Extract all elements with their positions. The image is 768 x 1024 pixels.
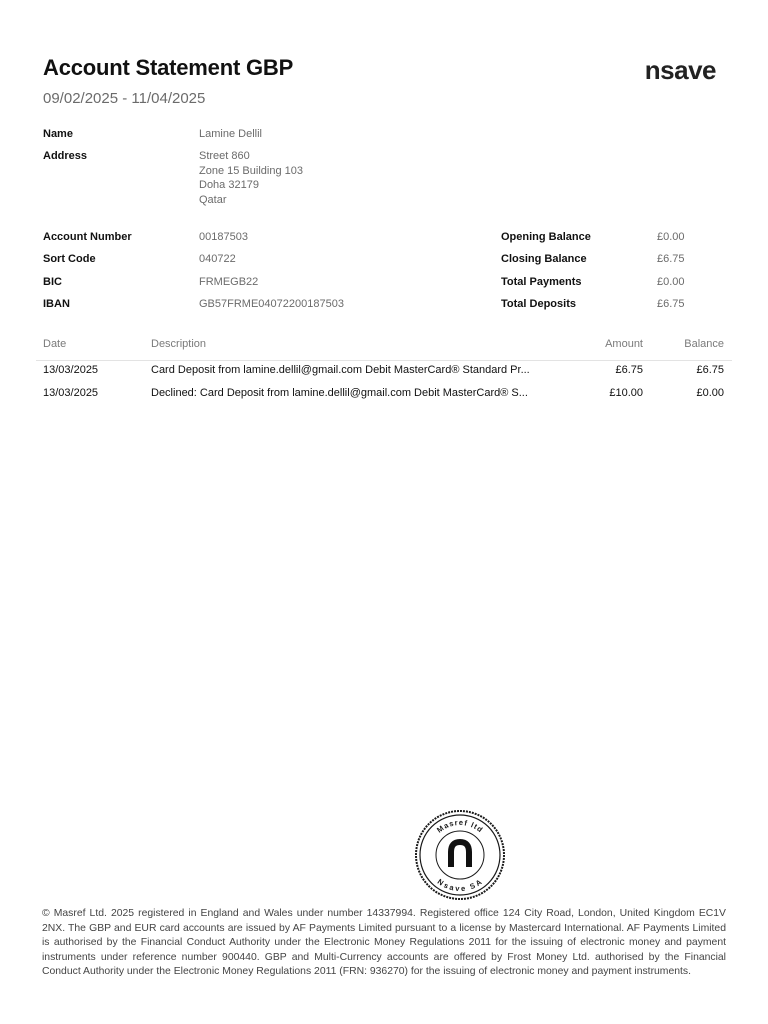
statement-title: Account Statement GBP [43, 55, 294, 80]
sort-code-value: 040722 [199, 253, 236, 265]
nsave-logo: nsave [644, 55, 716, 85]
header-balance: Balance [684, 338, 724, 350]
total-deposits-value: £6.75 [657, 298, 685, 310]
bic-label: BIC [43, 276, 62, 288]
opening-balance-value: £0.00 [657, 231, 685, 243]
address-line: Doha 32179 [199, 179, 259, 191]
row-balance: £6.75 [696, 364, 724, 376]
sort-code-label: Sort Code [43, 253, 96, 265]
address-label: Address [43, 150, 88, 162]
row-amount: £10.00 [609, 387, 643, 399]
row-balance: £0.00 [696, 387, 724, 399]
row-description: Declined: Card Deposit from lamine.dellil@gmail.com Debit MasterCard® S... [151, 387, 528, 399]
account-number-value: 00187503 [199, 231, 248, 243]
svg-text:Masref ltd [435, 818, 485, 835]
total-payments-label: Total Payments [501, 276, 582, 288]
legal-footer: © Masref Ltd. 2025 registered in England and Wales under number 14337994. Registered office 124 City Road, London, United Kingdom EC1V 2NX. The GBP and EUR card accounts are issued by AF Payments Limited pursuant to a license by Mastercard International. AF Payments Limited is authorised by the Financial Conduct Authority under the Electronic Money Regulations 2011 for the issuing of electronic money and payment instruments under reference number 900440. GBP and Multi-Currency accounts are offered by Frost Money Ltd. authorised by the Financial Conduct Authority under the Electronic Money Regulations 2011 (FRN: 936270) for the issuing of electronic money and payment instruments. [42, 908, 726, 978]
table-row [0, 387, 768, 409]
stamp-bottom-text: Nsave SA [435, 877, 485, 894]
address-value [199, 149, 303, 207]
row-description: Card Deposit from lamine.dellil@gmail.com Debit MasterCard® Standard Pr... [151, 364, 530, 376]
opening-balance-label: Opening Balance [501, 231, 591, 243]
company-stamp [414, 809, 506, 906]
header-amount: Amount [605, 338, 643, 350]
total-payments-value: £0.00 [657, 276, 685, 288]
row-date: 13/03/2025 [43, 387, 99, 399]
closing-balance-label: Closing Balance [501, 253, 587, 265]
address-line: Qatar [199, 193, 227, 206]
header-date: Date [43, 338, 67, 350]
header-description: Description [151, 338, 207, 350]
account-number-label: Account Number [43, 231, 132, 243]
total-deposits-label: Total Deposits [501, 298, 576, 310]
address-line: Zone 15 Building 103 [199, 164, 303, 177]
table-row [0, 364, 768, 386]
closing-balance-value: £6.75 [657, 253, 685, 265]
statement-period: 09/02/2025 - 11/04/2025 [43, 90, 206, 107]
table-divider [36, 360, 732, 361]
stamp-top-text: Masref ltd [435, 817, 486, 835]
iban-value: GB57FRME04072200187503 [199, 298, 344, 310]
address-line: Street 860 [199, 150, 250, 162]
row-date: 13/03/2025 [43, 364, 99, 376]
iban-label: IBAN [43, 298, 70, 310]
name-label: Name [43, 128, 73, 140]
row-amount: £6.75 [615, 364, 643, 376]
bic-value: FRMEGB22 [199, 276, 259, 288]
name-value: Lamine Dellil [199, 128, 262, 140]
